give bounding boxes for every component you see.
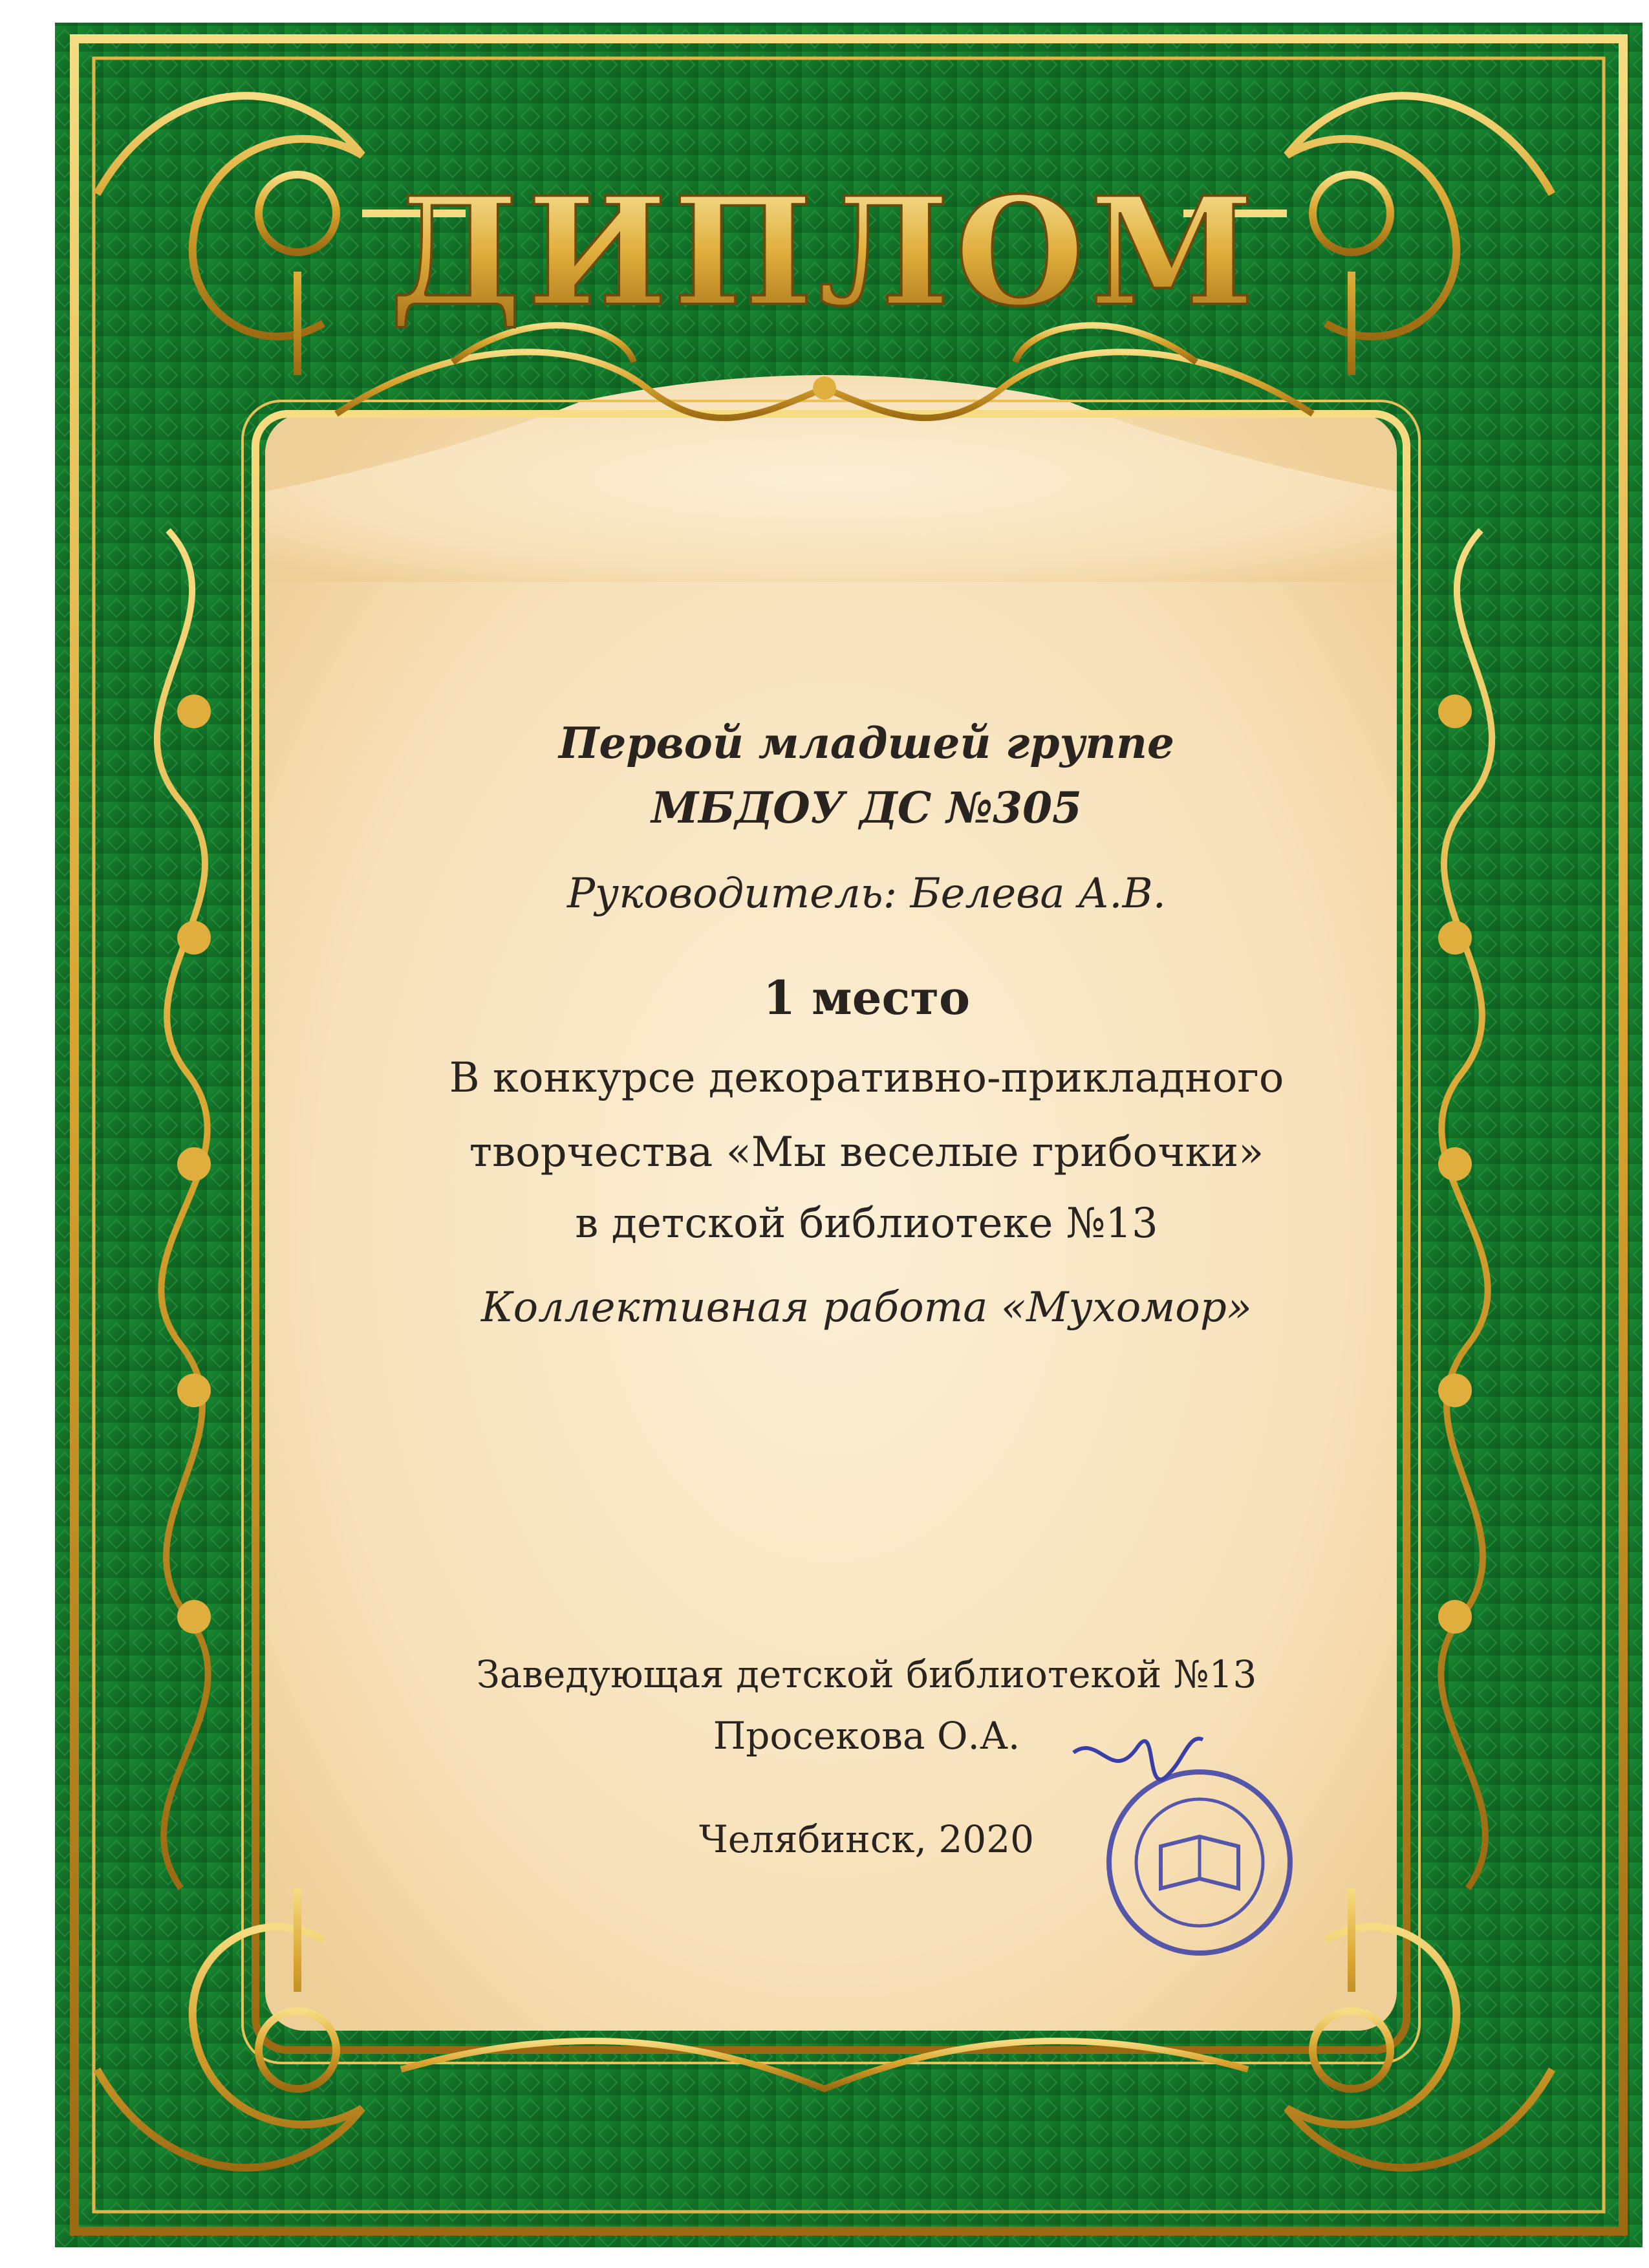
contest-line-3: в детской библиотеке №13 [575, 1200, 1158, 1247]
work-title: Коллективная работа «Мухомор» [481, 1284, 1252, 1332]
diploma-heading: ДИПЛОМ [389, 165, 1260, 340]
contest-line-2: творчества «Мы веселые грибочки» [469, 1129, 1264, 1176]
head-name: Просекова О.А. [713, 1714, 1020, 1758]
library-stamp [1109, 1772, 1290, 1953]
city-year: Челябинск, 2020 [698, 1817, 1035, 1861]
recipient-line-1: Первой младшей группе [558, 718, 1175, 768]
head-position: Заведующая детской библиотекой №13 [476, 1652, 1257, 1696]
place-line: 1 место [763, 970, 970, 1025]
leader-line: Руководитель: Белева А.В. [566, 870, 1167, 918]
contest-line-1: В конкурсе декоративно-прикладного [449, 1054, 1284, 1102]
recipient-line-2: МБДОУ ДС №305 [651, 783, 1082, 833]
